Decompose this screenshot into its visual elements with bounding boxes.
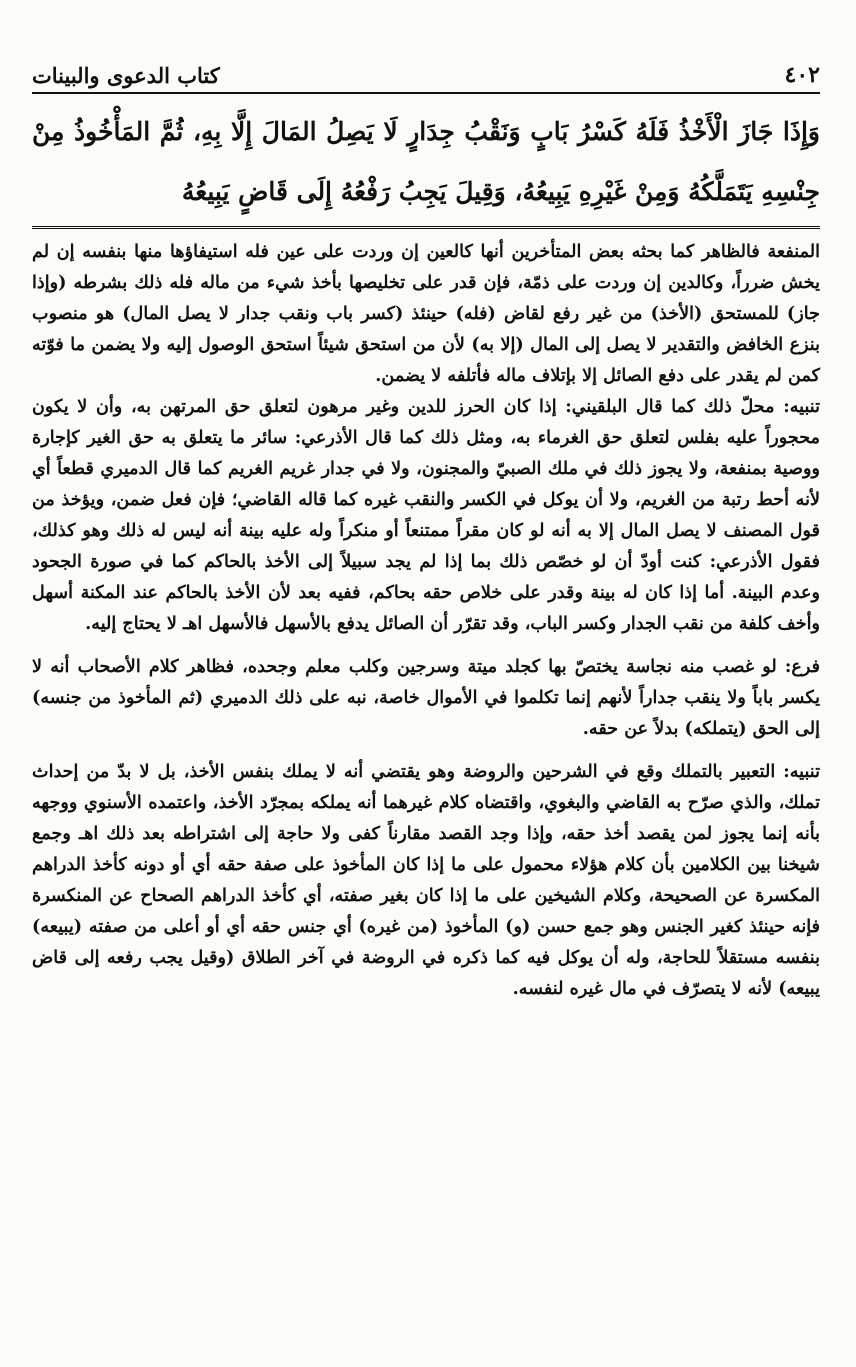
commentary-paragraph-1: المنفعة فالظاهر كما بحثه بعض المتأخرين أنها كالعين إن وردت على عين فله استيفاؤها منها بنفسه إن لم يخش ضرراً، وكالدين إن وردت على ذمّة، فإن قدر على تخليصها بأخذ شيء من ماله فله ذلك بشرطه (وإذا جاز) للمستحق (الأخذ) من غير رفع لقاض (فله) حينئذ (كسر باب ونقب جدار لا يصل المال) هو منصوب بنزع الخافض والتقدير لا يصل إلى المال (إلا به) لأن من استحق شيئاً استحق الوصول إليه ولا يضمن ما فوّته كمن لم يقدر على دفع الصائل إلا بإتلاف ماله فأتلفه لا يضمن. xyxy=(32,241,820,386)
commentary-block xyxy=(32,236,820,1004)
commentary-paragraph-3: فرع: لو غصب منه نجاسة يختصّ بها كجلد ميتة وسرجين وكلب معلم وجحده، فظاهر كلام الأصحاب أنه لا يكسر باباً ولا ينقب جداراً لأنهم إنما تكلموا في الأموال خاصة، نبه على ذلك الدميري (ثم المأخوذ من جنسه) إلى الحق (يتملكه) بدلاً عن حقه. xyxy=(32,656,820,739)
main-text: وَإِذَا جَازَ الْأَخْذُ فَلَهُ كَسْرُ بَابٍ وَنَقْبُ جِدَارٍ لَا يَصِلُ المَالَ إِلَّا بِهِ، ثُمَّ المَأْخُوذُ مِنْ جِنْسِهِ يَتَمَلَّكُهُ وَمِنْ غَيْرِهِ يَبِيعُهُ، وَقِيلَ يَجِبُ رَفْعُهُ إِلَى قَاضٍ يَبِيعُهُ xyxy=(32,117,820,206)
running-title: كتاب الدعوى والبينات xyxy=(32,63,220,88)
commentary-paragraph-4: تنبيه: التعبير بالتملك وقع في الشرحين والروضة وهو يقتضي أنه لا يملك بنفس الأخذ، بل لا بدّ من إحداث تملك، والذي صرّح به القاضي والبغوي، واقتضاه كلام غيرهما أنه يملكه بمجرّد الأخذ، واعتمده الأسنوي ووجهه بأنه إنما يجوز لمن يقصد أخذ حقه، وإذا وجد القصد مقارناً كفى ولا حاجة إلى اشتراطه بعد ذلك اهـ وجمع شيخنا بين الكلامين بأن كلام هؤلاء محمول على ما إذا كان المأخوذ على صفة حقه أي أو دونه كأخذ الدراهم المكسرة عن الصحيحة، وكلام الشيخين على ما إذا كان بغير صفته، أي كأخذ الدراهم الصحاح عن المنكسرة فإنه حينئذ كغير الجنس وهو جمع حسن (و) المأخوذ (من غيره) أي جنس حقه أي أو أعلى من صفته (يبيعه) بنفسه مستقلاً للحاجة، وله أن يوكل فيه كما ذكره في الروضة في آخر الطلاق (وقيل يجب رفعه إلى قاض يبيعه) لأنه لا يتصرّف في مال غيره لنفسه. xyxy=(32,761,820,999)
page-header xyxy=(32,52,820,94)
section-divider xyxy=(32,226,820,229)
main-text-block xyxy=(32,102,820,224)
page-number: ٤٠٢ xyxy=(784,62,820,88)
commentary-paragraph-2: تنبيه: محلّ ذلك كما قال البلقيني: إذا كان الحرز للدين وغير مرهون لتعلق حق المرتهن به، وأن لا يكون محجوراً عليه بفلس لتعلق حق الغرماء به، ومثل ذلك كما قال الأذرعي: سائر ما يتعلق به حق الغير كإجارة ووصية بمنفعة، ولا يجوز ذلك في ملك الصبيّ والمجنون، ولا في جدار غريم الغريم كما قال الدميري قطعاً أي لأنه أحط رتبة من الغريم، ولا أن يوكل في الكسر والنقب غيره كما قاله القاضي؛ فإن فعل ضمن، ويؤخذ من قول المصنف لا يصل المال إلا به أنه لو كان مقراً ممتنعاً أو منكراً وله عليه بينة أنه ليس له ذلك وهو كذلك، فقول الأذرعي: كنت أودّ أن لو خصّص ذلك بما إذا لم يجد سبيلاً إلى الأخذ بالحاكم كما في صورة الجحود وعدم البينة. أما إذا كان له بينة وقدر على خلاص حقه بحاكم، ففيه بعد لأن الأخذ بالحاكم عند المكنة أسهل وأخف كلفة من نقب الجدار وكسر الباب، وقد تقرّر أن الصائل يدفع بالأسهل فالأسهل اهـ لا يحتاج إليه. xyxy=(32,396,820,634)
